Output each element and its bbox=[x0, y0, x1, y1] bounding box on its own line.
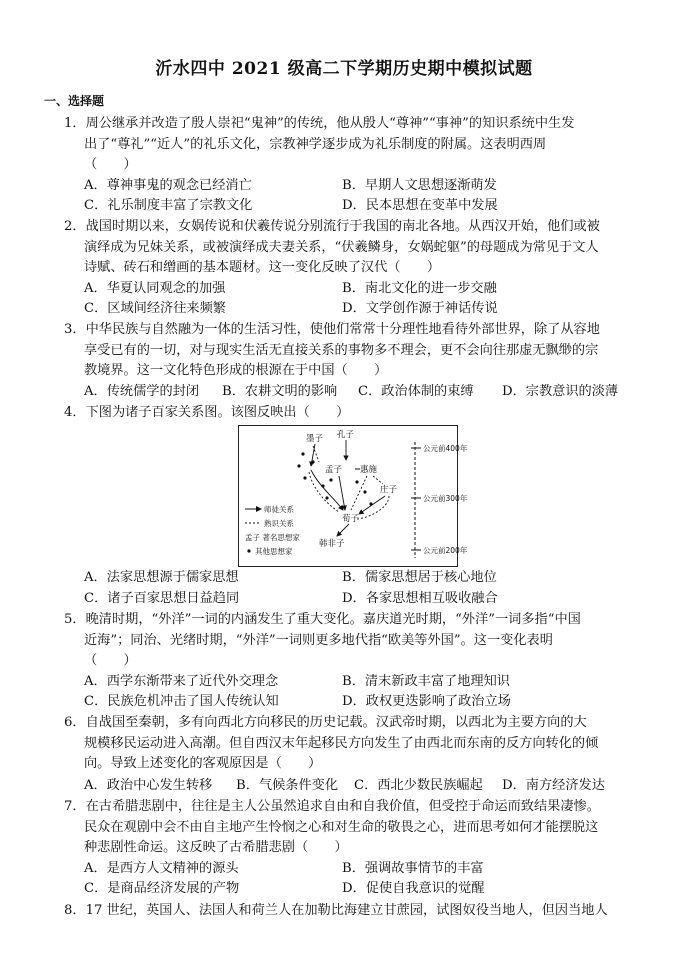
question-5-option-c[interactable]: C．民族危机冲击了国人传统认知 bbox=[84, 694, 279, 709]
philosopher-mozi: 墨子 bbox=[306, 434, 324, 444]
question-5-line-3: （ ） bbox=[84, 653, 137, 668]
question-2-line-1: 2．战国时期以来，女娲传说和伏羲传说分别流行于我国的南北各地。从西汉开始，他们或被 bbox=[64, 219, 600, 234]
question-5-option-d[interactable]: D．政权更迭影响了政治立场 bbox=[342, 694, 511, 709]
philosopher-kongzi: 孔子 bbox=[337, 430, 355, 440]
philosopher-huishi: 惠施 bbox=[360, 465, 378, 475]
question-8-line-1: 8．17 世纪，英国人、法国人和荷兰人在加勒比海建立甘蔗园，试图奴役当地人，但因当地人 bbox=[64, 903, 608, 918]
question-3-option-a[interactable]: A．传统儒学的封闭 bbox=[84, 384, 200, 399]
question-6-option-d[interactable]: D．南方经济发达 bbox=[502, 778, 605, 793]
question-6-line-3: 向。导致上述变化的客观原因是（ ） bbox=[84, 756, 322, 771]
question-1-option-a[interactable]: A．尊神事鬼的观念已经消亡 bbox=[84, 178, 252, 193]
question-2-option-a[interactable]: A．华夏认同观念的加强 bbox=[84, 281, 226, 296]
question-1-line-1: 1．周公继承并改造了殷人崇祀“鬼神”的传统，他从殷人“尊神”“事神”的知识系统中生发 bbox=[64, 116, 575, 131]
philosopher-xunzi: 荀子 bbox=[342, 514, 360, 524]
question-4-option-d[interactable]: D．各家思想相互吸收融合 bbox=[342, 591, 498, 606]
question-6-line-1: 6．自战国至秦朝，多有向西北方向移民的历史记载。汉武帝时期，以西北为主要方向的大 bbox=[64, 715, 587, 730]
legend-teacher-student: 师徒关系 bbox=[264, 505, 294, 514]
timeline-label-300: 公元前300年 bbox=[423, 494, 468, 503]
question-7-option-d[interactable]: D．促使自我意识的觉醒 bbox=[342, 881, 485, 896]
question-7-option-a[interactable]: A．是西方人文精神的源头 bbox=[84, 861, 239, 876]
question-1-line-3: （ ） bbox=[84, 157, 137, 172]
question-7-line-3: 种悲剧性命运。这反映了古希腊悲剧（ ） bbox=[84, 840, 348, 855]
hundred-schools-relationship-diagram bbox=[238, 425, 468, 567]
question-7-line-1: 7．在古希腊悲剧中，往往是主人公虽然追求自由和自我价值，但受控于命运而致结果凄惨。 bbox=[64, 799, 600, 814]
question-1-option-d[interactable]: D．民本思想在变革中发展 bbox=[342, 198, 498, 213]
question-7-option-c[interactable]: C．是商品经济发展的产物 bbox=[84, 881, 240, 896]
diagram-svg bbox=[239, 426, 468, 566]
question-3-option-b[interactable]: B．农耕文明的影响 bbox=[222, 384, 338, 399]
section-heading: 一、选择题 bbox=[44, 94, 105, 108]
question-2-line-3: 诗赋、砖石和缯画的基本题材。这一变化反映了汉代（ ） bbox=[84, 260, 441, 275]
question-6-line-2: 规模移民运动进入高潮。但自西汉末年起移民方向发生了由西北而东南的反方向转化的倾 bbox=[84, 736, 599, 751]
question-4-option-b[interactable]: B．儒家思想居于核心地位 bbox=[342, 570, 497, 585]
question-6-option-c[interactable]: C．西北少数民族崛起 bbox=[354, 778, 483, 793]
question-2-option-b[interactable]: B．南北文化的进一步交融 bbox=[342, 281, 497, 296]
question-4-line-1: 4．下图为诸子百家关系图。该图反映出（ ） bbox=[64, 405, 350, 420]
question-1-option-b[interactable]: B．早期人文思想逐渐萌发 bbox=[342, 178, 497, 193]
question-4-option-c[interactable]: C．诸子百家思想日益趋同 bbox=[84, 591, 240, 606]
question-2-option-d[interactable]: D．文学创作源于神话传说 bbox=[342, 301, 498, 316]
question-7-line-2: 民众在观剧中会不由自主地产生怜悯之心和对生命的敬畏之心，进而思考如何才能摆脱这 bbox=[84, 820, 599, 835]
philosopher-mengzi: 孟子 bbox=[325, 465, 343, 475]
question-5-line-1: 5．晚清时期，“外洋”一词的内涵发生了重大变化。嘉庆道光时期，“外洋”一词多指“中国 bbox=[64, 612, 581, 627]
question-2-line-2: 演绎成为兄妹关系，或被演绎成夫妻关系，“伏羲鳞身，女娲蛇躯”的母题成为常见于文人 bbox=[84, 240, 599, 255]
question-5-option-b[interactable]: B．清末新政丰富了地理知识 bbox=[342, 674, 510, 689]
timeline-label-400: 公元前400年 bbox=[423, 444, 468, 453]
page-title: 沂水四中 2021 级高二下学期历史期中模拟试题 bbox=[155, 59, 533, 79]
philosopher-zhuangzi: 庄子 bbox=[380, 485, 398, 495]
question-5-line-2: 近海”；同治、光绪时期，“外洋”一词则更多地代指“欧美等外国”。这一变化表明 bbox=[84, 633, 553, 648]
diagram-legend bbox=[245, 504, 300, 556]
question-3-line-2: 享受已有的一切，对与现实生活无直接关系的事物多不理会，更不会向往那虚无飘缈的宗 bbox=[84, 343, 599, 358]
question-1-line-2: 出了“尊礼”“近人”的礼乐文化，宗教神学逐步成为礼乐制度的附属。这表明西周 bbox=[84, 137, 547, 152]
legend-other-thinker: 其他思想家 bbox=[255, 547, 293, 556]
question-6-option-a[interactable]: A．政治中心发生转移 bbox=[84, 778, 213, 793]
question-3-line-3: 教境界。这一文化特色形成的根源在于中国（ ） bbox=[84, 363, 388, 378]
question-7-option-b[interactable]: B．强调故事情节的丰富 bbox=[342, 861, 484, 876]
timeline-label-200: 公元前200年 bbox=[423, 546, 468, 555]
question-3-option-d[interactable]: D．宗教意识的淡薄 bbox=[502, 384, 619, 399]
question-1-option-c[interactable]: C．礼乐制度丰富了宗教文化 bbox=[84, 198, 253, 213]
legend-famous-thinker: 孟子 著名思想家 bbox=[245, 533, 300, 542]
question-5-option-a[interactable]: A．西学东渐带来了近代外交理念 bbox=[84, 674, 279, 689]
question-6-option-b[interactable]: B．气候条件变化 bbox=[236, 778, 339, 793]
question-4-option-a[interactable]: A．法家思想源于儒家思想 bbox=[84, 570, 239, 585]
other-thinkers-dots bbox=[297, 452, 372, 505]
question-3-line-1: 3．中华民族与自然融为一体的生活习性，使他们常常十分理性地看待外部世界，除了从容地 bbox=[64, 322, 600, 337]
question-2-option-c[interactable]: C．区域间经济往来频繁 bbox=[84, 301, 226, 316]
legend-acquaintance: 熟识关系 bbox=[264, 519, 294, 528]
philosopher-hanfeizi: 韩非子 bbox=[319, 539, 345, 549]
question-3-option-c[interactable]: C．政治体制的束缚 bbox=[358, 384, 474, 399]
